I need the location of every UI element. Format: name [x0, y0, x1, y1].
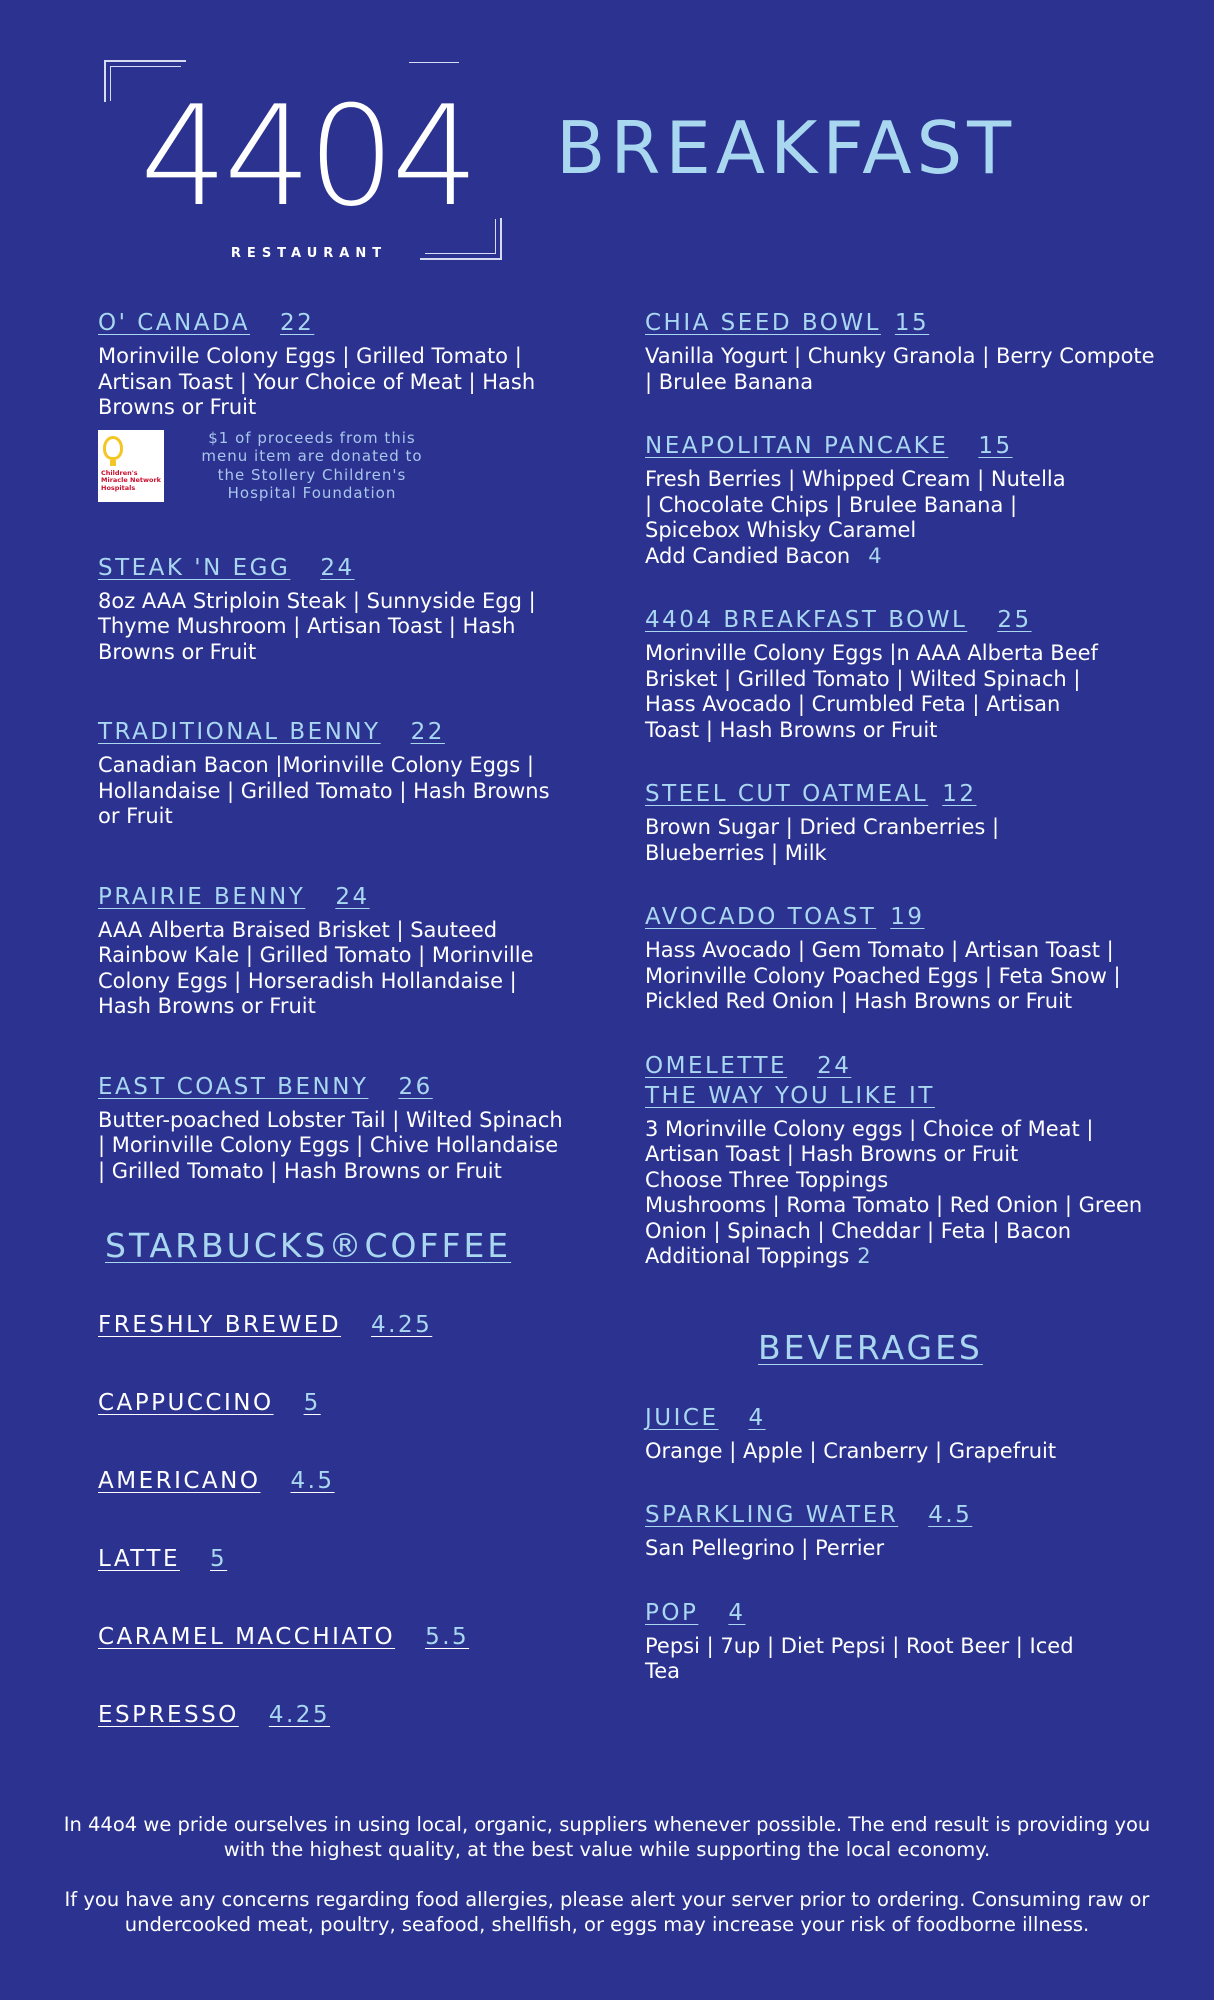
- logo-subtitle: RESTAURANT: [230, 246, 388, 261]
- menu-item-heading: [645, 308, 1165, 338]
- menu-item-description: 8oz AAA Striploin Steak | Sunnyside Egg | Thyme Mushroom | Artisan Toast | Hash Browns or Fruit: [98, 588, 536, 664]
- menu-item-description-text: 3 Morinville Colony eggs | Choice of Meat | Artisan Toast | Hash Browns or Fruit: [645, 1116, 1094, 1166]
- menu-item-description-text: Fresh Berries | Whipped Cream | Nutella | Chocolate Chips | Brulee Banana | Spicebox Whisky Caramel: [645, 467, 1066, 542]
- menu-item-name: STEEL CUT OATMEAL: [645, 781, 929, 807]
- sourcing-note: In 44o4 we pride ourselves in using local, organic, suppliers whenever possible. The end result is providing you with the highest quality, at the best value while supporting the local economy.: [63, 1813, 1151, 1861]
- menu-item: [98, 717, 568, 830]
- menu-item-description: Canadian Bacon |Morinville Colony Eggs | Hollandaise | Grilled Tomato | Hash Browns or Fruit: [98, 753, 550, 828]
- menu-item-description: Vanilla Yogurt | Chunky Granola | Berry Compote | Brulee Banana: [645, 344, 1155, 394]
- menu-item-price: 22: [410, 719, 445, 745]
- allergy-note: If you have any concerns regarding food allergies, please alert your server prior to ordering. Consuming raw or undercooked meat, poultry, seafood, shellfish, or eggs may increase your risk of foodborne illness.: [64, 1888, 1150, 1936]
- addon-label: Additional Toppings: [645, 1244, 850, 1268]
- menu-item-heading: [645, 902, 1165, 932]
- menu-item: [98, 1072, 568, 1185]
- menu-item-heading: [98, 308, 568, 338]
- childrens-miracle-network-logo: [98, 430, 164, 502]
- beverage-price: 4.5: [928, 1502, 973, 1528]
- beverage-name: JUICE: [645, 1404, 719, 1431]
- logo-frame-line: [409, 62, 459, 63]
- menu-item-name: STEAK 'N EGG: [98, 554, 291, 581]
- menu-item-price: 24: [320, 554, 355, 581]
- coffee-section: [98, 1226, 568, 1265]
- coffee-item: [98, 1544, 568, 1574]
- menu-item-description: Morinville Colony Eggs | Grilled Tomato | Artisan Toast | Your Choice of Meat | Hash Browns or Fruit: [98, 344, 536, 419]
- coffee-section-title: STARBUCKS®COFFEE: [105, 1226, 512, 1265]
- menu-item-heading: [98, 717, 568, 747]
- coffee-item: [98, 1700, 568, 1730]
- menu-item-price: 19: [890, 904, 925, 930]
- coffee-item: [98, 1622, 568, 1652]
- donation-note: [98, 429, 568, 503]
- menu-item-price: 24: [335, 883, 370, 910]
- restaurant-logo: [104, 60, 502, 260]
- menu-item: [645, 1051, 1165, 1270]
- menu-item-heading: [98, 1072, 568, 1102]
- menu-item-name: PRAIRIE BENNY: [98, 883, 306, 910]
- addon-label: Add Candied Bacon: [645, 543, 851, 568]
- coffee-item-name: CARAMEL MACCHIATO: [98, 1624, 396, 1650]
- menu-item-heading: [645, 1051, 1165, 1081]
- menu-item-price: 12: [942, 781, 977, 807]
- menu-item-price: 15: [978, 433, 1013, 459]
- lightbulb-base: [110, 460, 116, 466]
- coffee-item-price: 5: [210, 1546, 228, 1572]
- menu-item-name: TRADITIONAL BENNY: [98, 719, 381, 745]
- menu-item-subtitle: THE WAY YOU LIKE IT: [645, 1082, 935, 1109]
- coffee-item: [98, 1388, 568, 1418]
- coffee-item-name: CAPPUCCINO: [98, 1390, 274, 1416]
- menu-item: [645, 779, 1165, 866]
- menu-item-description: Butter-poached Lobster Tail | Wilted Spinach | Morinville Colony Eggs | Chive Hollandaise | Grilled Tomato | Hash Browns or Fruit: [98, 1107, 563, 1183]
- toppings-label: Choose Three Toppings: [645, 1167, 889, 1192]
- menu-item-name: CHIA SEED BOWL: [645, 310, 881, 336]
- menu-item-price: 22: [280, 310, 315, 336]
- menu-item-heading: [645, 605, 1165, 635]
- beverage-name: POP: [645, 1599, 699, 1626]
- menu-item: [98, 308, 568, 503]
- menu-item-heading: [645, 779, 1165, 809]
- coffee-item-price: 5: [303, 1390, 321, 1416]
- menu-item-heading: [98, 553, 568, 583]
- menu-item-name: OMELETTE: [645, 1052, 788, 1079]
- beverages-section: [645, 1328, 1165, 1367]
- menu-item: [98, 882, 568, 1020]
- menu-item-description: Hass Avocado | Gem Tomato | Artisan Toast | Morinville Colony Poached Eggs | Feta Snow | Pickled Red Onion | Hash Browns or Fruit: [645, 938, 1121, 1013]
- menu-item-heading: [645, 431, 1165, 461]
- donation-text: $1 of proceeds from this menu item are donated to the Stollery Children's Hospital Foundation: [201, 428, 423, 502]
- beverage-name: SPARKLING WATER: [645, 1502, 899, 1528]
- menu-item: [98, 553, 568, 666]
- menu-item-name: NEAPOLITAN PANCAKE: [645, 433, 949, 459]
- menu-item-price: 15: [894, 310, 930, 336]
- menu-item-name: O' CANADA: [98, 310, 251, 336]
- menu-item-description: Brown Sugar | Dried Cranberries | Blueberries | Milk: [645, 815, 1000, 865]
- menu-item-name: EAST COAST BENNY: [98, 1073, 369, 1100]
- menu-item-price: 24: [817, 1052, 852, 1079]
- coffee-item-price: 5.5: [425, 1624, 470, 1650]
- menu-item-price: 26: [398, 1073, 433, 1100]
- addon-price: 2: [857, 1244, 871, 1268]
- lightbulb-icon: [103, 436, 123, 460]
- menu-item-name: AVOCADO TOAST: [645, 904, 877, 930]
- coffee-list: [98, 1310, 568, 1730]
- menu-item: [645, 431, 1165, 569]
- beverage-description: Orange | Apple | Cranberry | Grapefruit: [645, 1438, 1057, 1463]
- menu-item: [645, 308, 1165, 395]
- beverage-item: [645, 1403, 1165, 1465]
- beverage-description: Pepsi | 7up | Diet Pepsi | Root Beer | Iced Tea: [645, 1633, 1074, 1683]
- addon-price: 4: [868, 543, 882, 568]
- coffee-item-price: 4.25: [371, 1312, 433, 1338]
- beverage-item: [645, 1598, 1165, 1685]
- coffee-item-name: FRESHLY BREWED: [98, 1312, 342, 1338]
- beverage-price: 4: [748, 1404, 766, 1431]
- menu-item-name: 4404 BREAKFAST BOWL: [645, 607, 968, 633]
- coffee-item: [98, 1310, 568, 1340]
- logo-text: Children's Miracle Network Hospitals: [101, 468, 161, 492]
- beverage-heading: [645, 1500, 1165, 1530]
- menu-item-price: 25: [997, 607, 1032, 633]
- menu-item-description: [645, 1117, 1165, 1270]
- menu-item-description: Morinville Colony Eggs |n AAA Alberta Beef Brisket | Grilled Tomato | Wilted Spinach | Hass Avocado | Crumbled Feta | Artisan Toast | Hash Browns or Fruit: [645, 641, 1098, 742]
- toppings-list: Mushrooms | Roma Tomato | Red Onion | Green Onion | Spinach | Cheddar | Feta | Bacon: [645, 1193, 1143, 1243]
- coffee-item: [98, 1466, 568, 1496]
- menu-item-description: [645, 467, 1075, 569]
- beverage-item: [645, 1500, 1165, 1562]
- coffee-item-name: ESPRESSO: [98, 1702, 239, 1728]
- coffee-item-price: 4.25: [268, 1702, 331, 1728]
- beverages-section-title: BEVERAGES: [758, 1327, 983, 1367]
- menu-item: [645, 605, 1165, 743]
- beverage-heading: [645, 1403, 1165, 1433]
- menu-item-description: AAA Alberta Braised Brisket | Sauteed Rainbow Kale | Grilled Tomato | Morinville Colony Eggs | Horseradish Hollandaise | Hash Browns or Fruit: [98, 917, 534, 1018]
- coffee-item-name: AMERICANO: [98, 1468, 261, 1494]
- page-title: BREAKFAST: [556, 106, 1017, 190]
- right-column: [645, 308, 1165, 1685]
- beverage-price: 4: [728, 1599, 746, 1626]
- coffee-item-name: LATTE: [98, 1546, 181, 1572]
- menu-item: [645, 902, 1165, 1015]
- logo-number: 4404: [140, 76, 476, 237]
- left-column: [98, 308, 568, 1730]
- footer-notes: [60, 1812, 1154, 1962]
- beverage-heading: [645, 1598, 1165, 1628]
- beverage-description: San Pellegrino | Perrier: [645, 1536, 885, 1560]
- menu-item-heading: [98, 882, 568, 912]
- coffee-item-price: 4.5: [290, 1468, 335, 1494]
